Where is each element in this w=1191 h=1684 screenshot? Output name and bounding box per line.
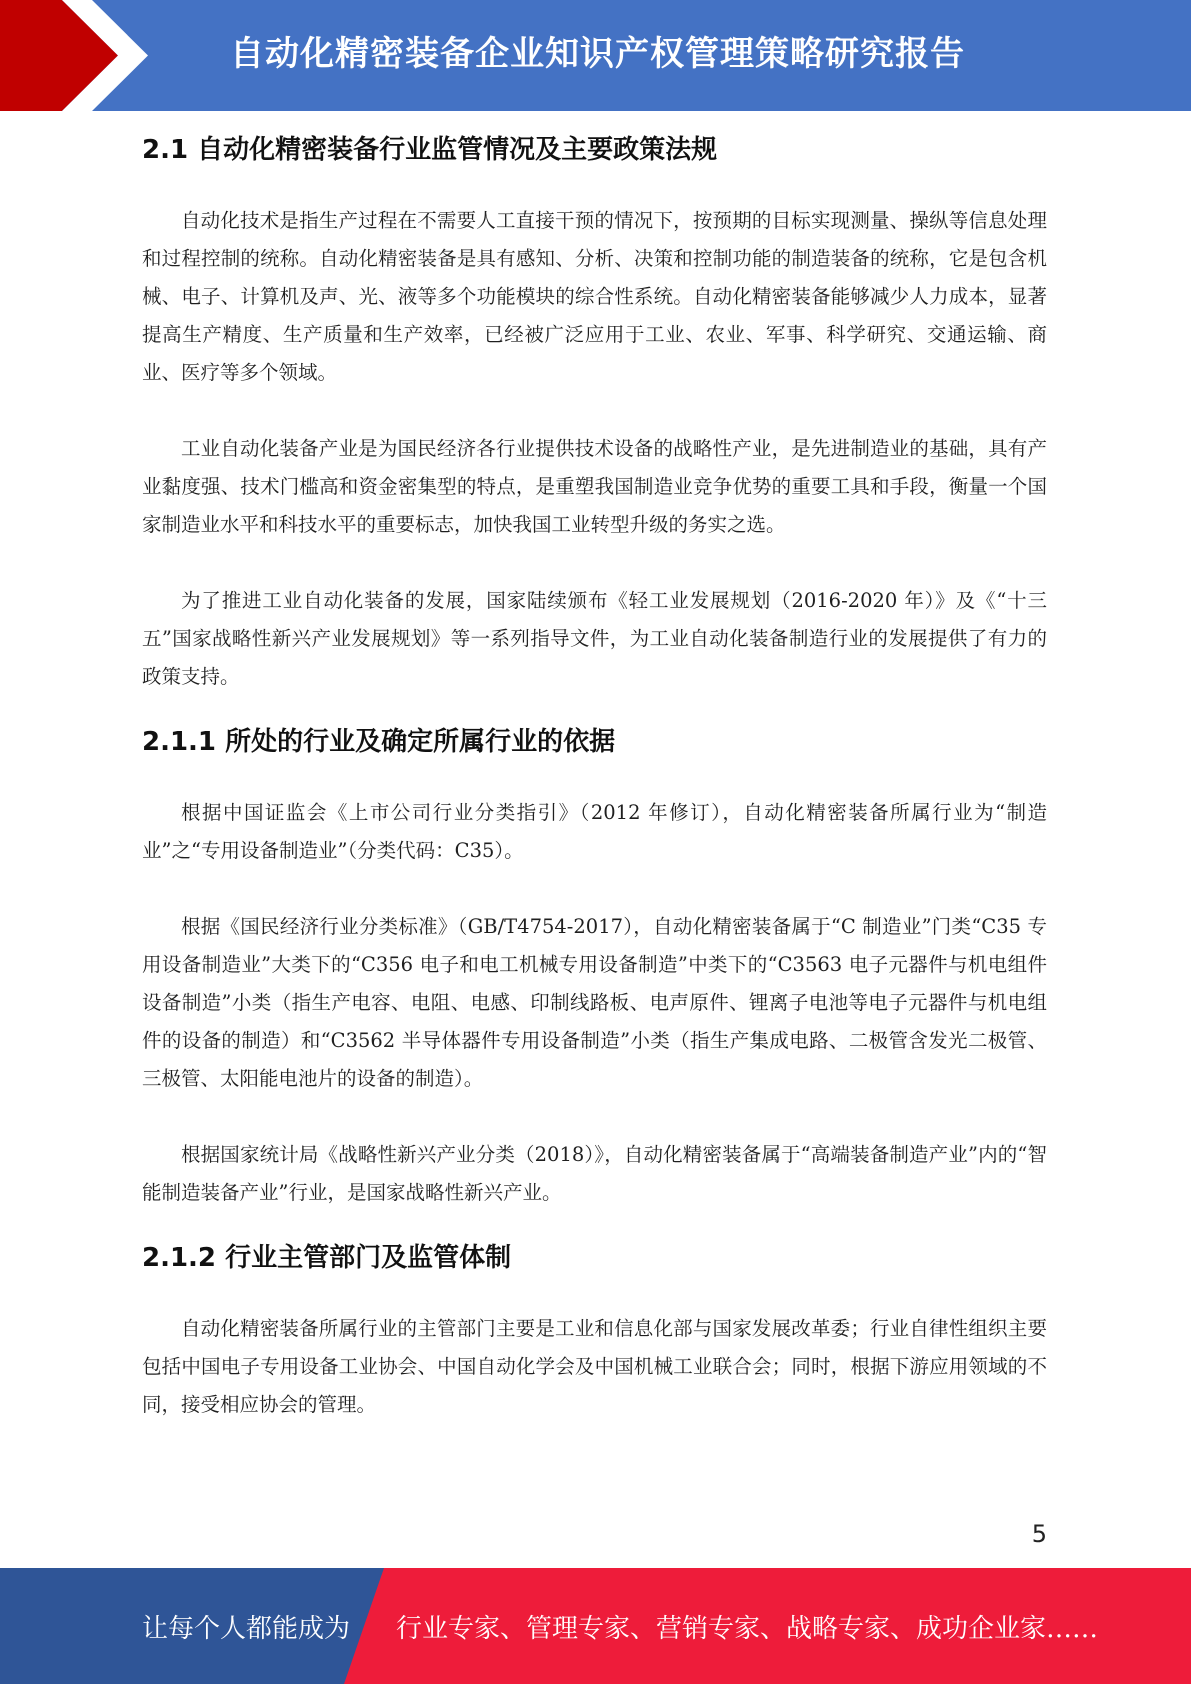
report-title: 自动化精密装备企业知识产权管理策略研究报告 xyxy=(230,34,965,74)
page-footer xyxy=(0,1568,1191,1684)
footer-slogan-right: 行业专家、管理专家、营销专家、战略专家、成功企业家…… xyxy=(396,1614,1099,1644)
section-heading-2-1-1: 2.1.1 所处的行业及确定所属行业的依据 xyxy=(142,727,616,757)
section-heading-2-1-2: 2.1.2 行业主管部门及监管体制 xyxy=(142,1243,512,1273)
header-arrow-decoration xyxy=(0,0,160,111)
paragraph: 根据国家统计局《战略性新兴产业分类（2018）》，自动化精密装备属于“高端装备制造产业”内的“智能制造装备产业”行业，是国家战略性新兴产业。 xyxy=(142,1143,1047,1204)
paragraph: 根据中国证监会《上市公司行业分类指引》（2012 年修订），自动化精密装备所属行业为“制造业”之“专用设备制造业”（分类代码：C35）。 xyxy=(142,801,1047,862)
paragraph: 工业自动化装备产业是为国民经济各行业提供技术设备的战略性产业，是先进制造业的基础，具有产业黏度强、技术门槛高和资金密集型的特点，是重塑我国制造业竞争优势的重要工具和手段，衡量一个国家制造业水平和科技水平的重要标志，加快我国工业转型升级的务实之选。 xyxy=(142,437,1047,536)
page-number: 5 xyxy=(1031,1520,1047,1548)
page-header xyxy=(0,0,1191,111)
paragraph: 为了推进工业自动化装备的发展，国家陆续颁布《轻工业发展规划（2016-2020 年）》及《“十三五”国家战略性新兴产业发展规划》等一系列指导文件，为工业自动化装备制造行业的发展提供了有力的政策支持。 xyxy=(142,589,1047,688)
paragraph: 自动化技术是指生产过程在不需要人工直接干预的情况下，按预期的目标实现测量、操纵等信息处理和过程控制的统称。自动化精密装备是具有感知、分析、决策和控制功能的制造装备的统称，它是包含机械、电子、计算机及声、光、液等多个功能模块的综合性系统。自动化精密装备能够减少人力成本，显著提高生产精度、生产质量和生产效率，已经被广泛应用于工业、农业、军事、科学研究、交通运输、商业、医疗等多个领域。 xyxy=(142,209,1047,384)
footer-slogan-left: 让每个人都能成为 xyxy=(142,1614,351,1644)
paragraph: 根据《国民经济行业分类标准》（GB/T4754-2017），自动化精密装备属于“C 制造业”门类“C35 专用设备制造业”大类下的“C356 电子和电工机械专用设备制造”中类下的“C3563 电子元器件与机电组件设备制造”小类（指生产电容、电阻、电感、印制线路板、电声原件、锂离子电池等电子元器件与机电组件的设备的制造）和“C3562 半导体器件专用设备制造”小类（指生产集成电路、二极管含发光二极管、三极管、太阳能电池片的设备的制造）。 xyxy=(142,915,1047,1090)
main-content xyxy=(142,130,1047,1424)
paragraph: 自动化精密装备所属行业的主管部门主要是工业和信息化部与国家发展改革委；行业自律性组织主要包括中国电子专用设备工业协会、中国自动化学会及中国机械工业联合会；同时，根据下游应用领域的不同，接受相应协会的管理。 xyxy=(142,1317,1047,1416)
section-heading-2-1: 2.1 自动化精密装备行业监管情况及主要政策法规 xyxy=(142,135,718,165)
